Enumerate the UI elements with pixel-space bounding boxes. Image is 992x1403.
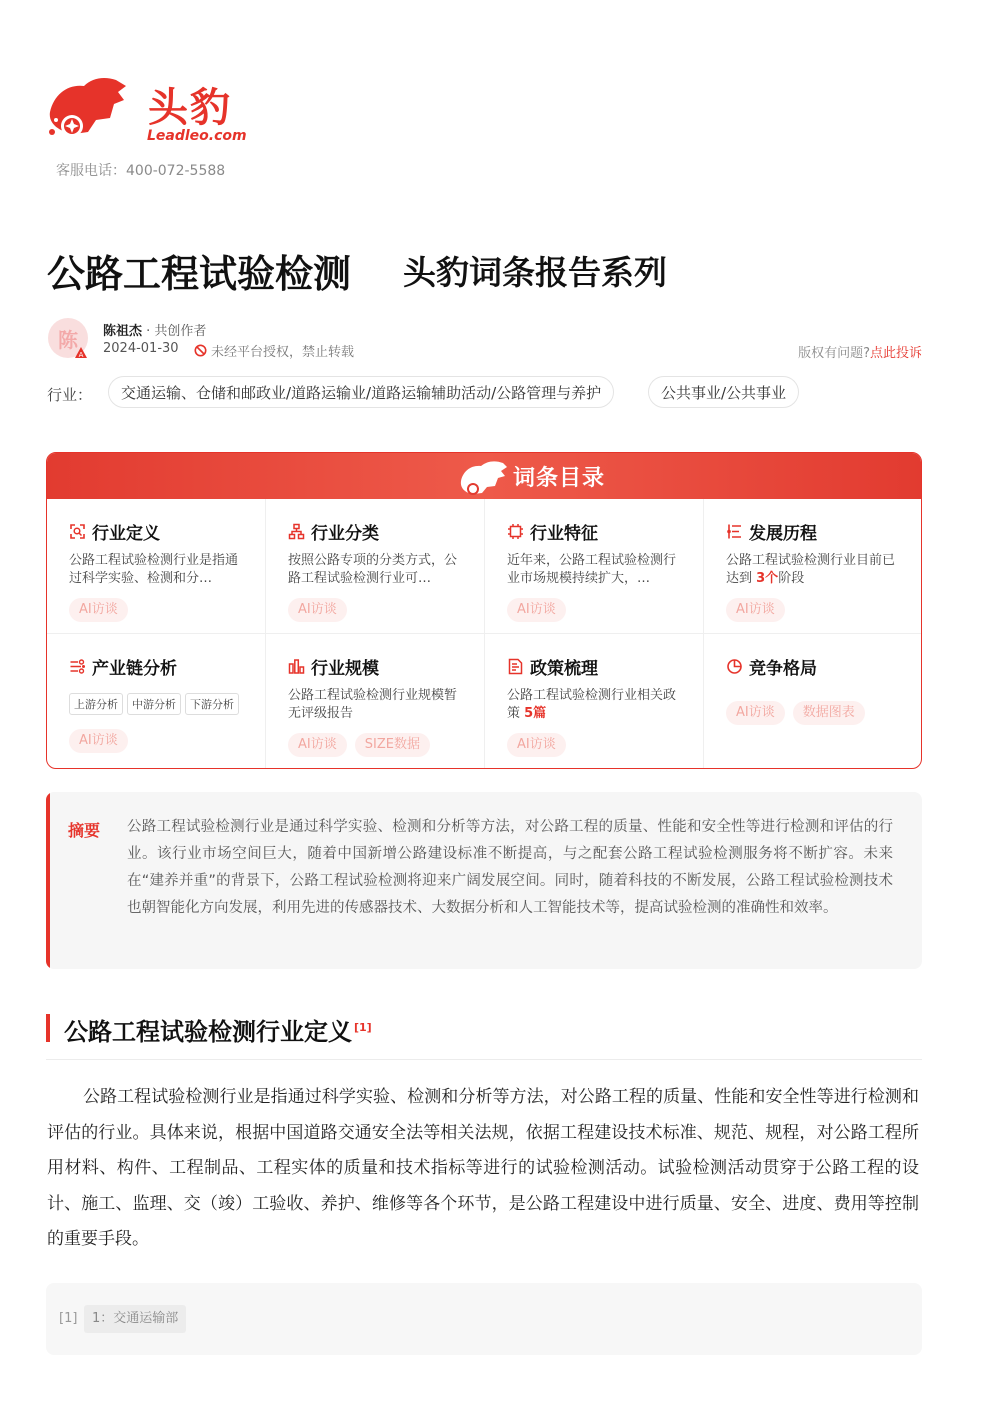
toc-item-feature[interactable] (485, 499, 704, 634)
industry-tag[interactable]: 公共事业/公共事业 (648, 376, 799, 408)
toc-grid (47, 499, 921, 768)
brand-name-en: Leadleo.com (147, 128, 247, 144)
industry-label: 行业： (47, 386, 93, 404)
toc-item-chain[interactable] (47, 634, 266, 769)
toc-item-title: 竞争格局 (749, 659, 817, 679)
section-title-text: 公路工程试验检测行业定义 (64, 1018, 352, 1046)
classification-icon (288, 523, 305, 540)
toc-item-classification[interactable] (266, 499, 485, 634)
svg-text:A: A (78, 351, 84, 359)
reference-box (46, 1283, 922, 1355)
author-badge-icon (74, 346, 88, 360)
complain-area (798, 342, 922, 361)
copyright-notice-text: 未经平台授权，禁止转载 (211, 345, 355, 360)
ai-interview-button[interactable]: AI访谈 (507, 733, 566, 757)
toc-title: 词条目录 (513, 466, 606, 491)
reference-number: [1] (59, 1311, 78, 1326)
toc-item-history[interactable] (704, 499, 922, 634)
author-line (103, 320, 206, 339)
publish-date: 2024-01-30 (103, 341, 179, 356)
summary-accent-bar (46, 792, 50, 969)
summary-text: 公路工程试验检测行业是通过科学实验、检测和分析等方法，对公路工程的质量、性能和安全性等进行检测和评估的行业。该行业市场空间巨大，随着中国新增公路建设标准不断提高，与之配套公路工程试验检测服务将不断扩容。未来在“建养并重”的背景下，公路工程试验检测将迎来广阔发展空间。同时，随着科技的不断发展，公路工程试验检测技术也朝智能化方向发展，利用先进的传感器技术、大数据分析和人工智能技术等，提高试验检测的准确性和效率。 (127, 819, 893, 916)
reference-item[interactable]: 1：交通运输部 (84, 1305, 186, 1333)
ai-interview-button[interactable]: AI访谈 (726, 598, 785, 622)
ai-interview-button[interactable]: AI访谈 (288, 733, 347, 757)
toc-item-desc (507, 687, 683, 723)
page-title: 公路工程试验检测 (47, 252, 352, 296)
scale-icon (288, 658, 305, 675)
section-title (64, 1012, 372, 1047)
policy-icon (507, 658, 524, 675)
midstream-chip[interactable]: 中游分析 (127, 693, 181, 715)
toc-item-desc-text: 阶段 (778, 571, 805, 586)
complain-prefix: 版权有问题? (798, 346, 870, 361)
industry-tag[interactable]: 交通运输、仓储和邮政业/道路运输业/道路运输辅助活动/公路管理与养护 (108, 376, 614, 408)
forbidden-icon (194, 344, 207, 357)
complain-link[interactable]: 点此投诉 (869, 346, 922, 361)
toc-item-desc: 公路工程试验检测行业规模暂无评级报告 (288, 688, 458, 721)
toc-item-title: 发展历程 (749, 524, 817, 544)
ai-interview-button[interactable]: AI访谈 (726, 701, 785, 725)
toc-panel (46, 452, 922, 769)
avatar: 陈 (48, 318, 88, 358)
reference-mark[interactable]: [1] (354, 1021, 372, 1034)
data-chart-button[interactable]: 数据图表 (793, 701, 865, 725)
toc-item-desc-text: 公路工程试验检测行业相关政策 (507, 688, 677, 721)
copyright-notice (194, 341, 354, 360)
brand-name-cn: 头豹 (148, 85, 232, 131)
toc-item-desc: 按照公路专项的分类方式，公路工程试验检测行业可… (288, 553, 458, 586)
toc-item-title: 行业规模 (311, 659, 379, 679)
leopard-head-icon (457, 457, 509, 497)
section-body: 公路工程试验检测行业是指通过科学实验、检测和分析等方法，对公路工程的质量、性能和安全性等进行检测和评估的行业。具体来说，根据中国道路交通安全法等相关法规，依据工程建设技术标准、规范、规程，对公路工程所用材料、构件、工程制品、工程实体的质量和技术指标等进行的试验检测活动。试验检测活动贯穿于公路工程的设计、施工、监理、交（竣）工验收、养护、维修等各个环节，是公路工程建设中进行质量、安全、进度、费用等控制的重要手段。 (47, 1087, 919, 1249)
toc-item-policy[interactable] (485, 634, 704, 769)
toc-item-title: 行业特征 (530, 524, 598, 544)
policy-count: 5篇 (524, 706, 547, 721)
summary-box (46, 792, 922, 969)
toc-item-title: 行业分类 (311, 524, 379, 544)
toc-item-title: 政策梳理 (530, 659, 598, 679)
ai-interview-button[interactable]: AI访谈 (288, 598, 347, 622)
toc-item-title: 产业链分析 (92, 659, 177, 679)
downstream-chip[interactable]: 下游分析 (185, 693, 239, 715)
size-data-button[interactable]: SIZE数据 (355, 733, 430, 757)
ai-interview-button[interactable]: AI访谈 (507, 598, 566, 622)
hotline-text: 客服电话：400-072-5588 (56, 163, 226, 179)
section-divider (46, 1059, 922, 1060)
ai-interview-button[interactable]: AI访谈 (69, 598, 128, 622)
definition-icon (69, 523, 86, 540)
stage-count: 3个 (756, 571, 779, 586)
toc-item-competition[interactable] (704, 634, 922, 769)
toc-item-desc-text: 公路工程试验检测行业目前已达到 (726, 553, 896, 586)
page-subtitle: 头豹词条报告系列 (403, 253, 667, 292)
toc-item-desc: 近年来，公路工程试验检测行业市场规模持续扩大，… (507, 553, 677, 586)
section-accent-bar (46, 1014, 50, 1042)
toc-item-desc: 公路工程试验检测行业是指通过科学实验、检测和分… (69, 553, 239, 586)
upstream-chip[interactable]: 上游分析 (69, 693, 123, 715)
competition-icon (726, 658, 743, 675)
chain-icon (69, 658, 86, 675)
author-role: · 共创作者 (146, 324, 207, 339)
summary-label: 摘要 (68, 821, 101, 840)
toc-header (47, 453, 921, 499)
feature-icon (507, 523, 524, 540)
toc-item-desc (726, 552, 902, 588)
history-icon (726, 523, 743, 540)
author-name[interactable]: 陈祖杰 (103, 324, 143, 339)
ai-interview-button[interactable]: AI访谈 (69, 729, 128, 753)
toc-item-definition[interactable] (47, 499, 266, 634)
toc-item-title: 行业定义 (92, 524, 160, 544)
toc-item-scale[interactable] (266, 634, 485, 769)
